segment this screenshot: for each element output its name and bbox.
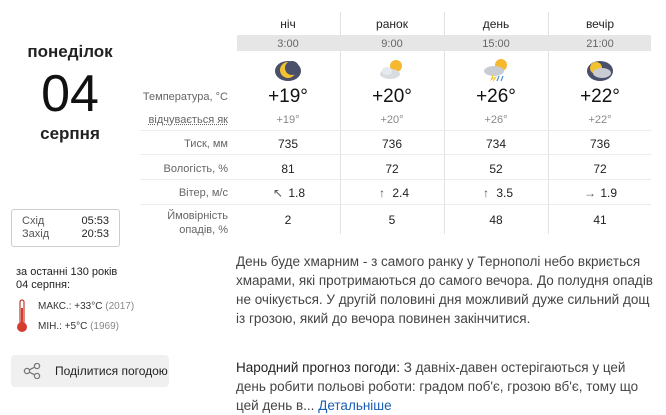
pressure-value: 736 [381, 137, 403, 151]
period-time: 3:00 [277, 38, 299, 50]
wind-direction-icon: ↖ [272, 186, 284, 200]
row-divider [140, 179, 651, 180]
share-icon [23, 363, 41, 379]
period-time: 15:00 [482, 38, 510, 50]
temp-value: +19° [268, 86, 308, 107]
history-max-value: +33°C [74, 301, 103, 312]
history-min-value: +5°C [64, 321, 88, 332]
history-title-line2: 04 серпня: [16, 279, 71, 291]
wind-speed: 1.9 [600, 186, 618, 200]
period-name-day: день [482, 17, 510, 31]
sun-cloud-icon [377, 57, 407, 83]
weather-description: День буде хмарним - з самого ранку у Тернополі небо вкриється хмарами, які протримаються до самого вечора. До полудня опадів не очікується. У другій половині дня можливий дуже сильний дощ із грозою, який до вечора повинен закінчитися. [236, 254, 653, 326]
humidity-value: 72 [593, 162, 607, 176]
period-time: 21:00 [586, 38, 614, 50]
humidity-label: Вологість, % [163, 163, 228, 175]
sunset-label: Захід [22, 228, 50, 240]
thunderstorm-sun-icon [481, 57, 511, 83]
history-min-label: МІН.: [38, 321, 62, 332]
pressure-value: 734 [485, 137, 507, 151]
row-divider [140, 130, 651, 131]
wind-speed: 2.4 [392, 186, 410, 200]
humidity-value: 52 [489, 162, 503, 176]
wind-label: Вітер, м/c [178, 187, 228, 199]
period-name-evening: вечір [585, 17, 615, 31]
wind-cell [444, 186, 548, 200]
wind-cell [548, 186, 652, 200]
day-number: 04 [41, 65, 99, 123]
wind-direction-icon: ↑ [378, 186, 385, 200]
temp-value: +26° [476, 86, 516, 107]
precipitation-value: 41 [593, 213, 607, 227]
wind-speed: 1.8 [288, 186, 306, 200]
history-min-year: (1969) [90, 321, 119, 332]
sunrise-label: Схід [22, 215, 45, 227]
feels-like-label[interactable]: відчувається як [148, 114, 228, 126]
precipitation-label [130, 209, 228, 237]
feels-like-value: +19° [276, 114, 300, 126]
row-divider [140, 154, 651, 155]
wind-speed: 3.5 [496, 186, 514, 200]
day-name: понеділок [27, 42, 113, 61]
folk-forecast-title: Народний прогноз погоди: [236, 360, 400, 375]
history-max [38, 301, 134, 312]
moon-cloud-icon [585, 57, 615, 83]
temperature-label: Температура, °C [142, 91, 228, 103]
folk-forecast-text: З давніх-давен остерігаються у цей день робити польові роботи: градом поб'є, грозою вб'є, тому що цей день в... [236, 360, 639, 413]
pressure-value: 736 [589, 137, 611, 151]
pressure-label: Тиск, мм [184, 138, 228, 150]
wind-cell [236, 186, 340, 200]
humidity-value: 72 [385, 162, 399, 176]
history-title-line1: за останні 130 років [16, 266, 118, 278]
temp-value: +20° [372, 86, 412, 107]
precipitation-value: 2 [284, 213, 292, 227]
thermometer-icon [15, 298, 29, 334]
wind-direction-icon: ↑ [482, 186, 489, 200]
feels-like-value: +26° [484, 114, 508, 126]
feels-like-value: +20° [380, 114, 404, 126]
history-title [16, 266, 216, 292]
precipitation-value: 48 [489, 213, 503, 227]
folk-forecast [236, 358, 656, 415]
precipitation-label-line1: Ймовірність [167, 210, 228, 222]
share-weather-button[interactable] [11, 355, 169, 387]
sunrise-time: 05:53 [81, 215, 109, 227]
humidity-value: 81 [281, 162, 295, 176]
temp-value: +22° [580, 86, 620, 107]
wind-cell [340, 186, 444, 200]
history-min [38, 321, 119, 332]
wind-direction-icon: → [583, 186, 596, 200]
month-name: серпня [40, 124, 100, 143]
period-time: 9:00 [381, 38, 403, 50]
row-divider [140, 204, 651, 205]
moon-cloud-icon [273, 57, 303, 83]
history-max-label: МАКС.: [38, 301, 72, 312]
pressure-value: 735 [277, 137, 299, 151]
read-more-link[interactable]: Детальніше [318, 398, 392, 413]
feels-like-value: +22° [588, 114, 612, 126]
period-name-morning: ранок [376, 17, 408, 31]
precipitation-label-line2: опадів, % [179, 224, 228, 236]
sunset-time: 20:53 [81, 228, 109, 240]
precipitation-value: 5 [388, 213, 396, 227]
share-label: Поділитися погодою [55, 364, 168, 378]
history-max-year: (2017) [105, 301, 135, 312]
period-name-night: ніч [280, 17, 296, 31]
